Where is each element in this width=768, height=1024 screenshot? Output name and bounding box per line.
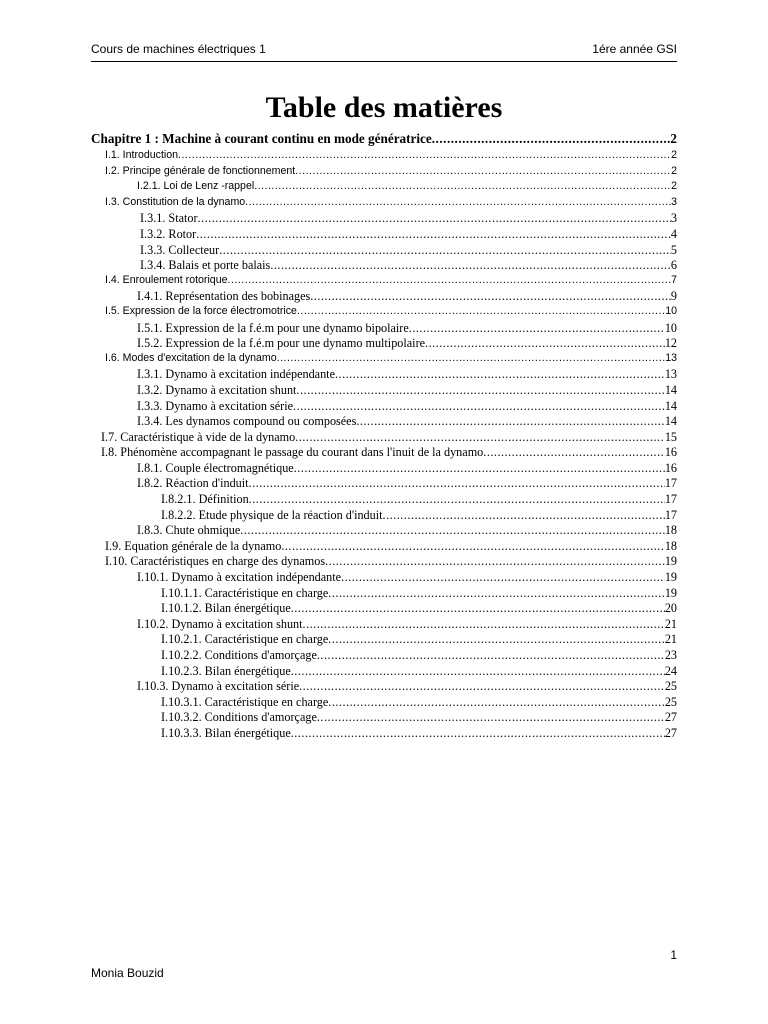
toc-entry-page: 7 bbox=[671, 273, 677, 286]
toc-entry-page: 15 bbox=[664, 429, 677, 444]
toc-entry-page: 13 bbox=[664, 367, 677, 382]
toc-entry-label: I.10.2.3. Bilan énergétique bbox=[161, 663, 291, 678]
toc-entry[interactable] bbox=[91, 180, 677, 196]
header-class-year: 1ére année GSI bbox=[592, 42, 677, 56]
toc-entry-page: 4 bbox=[670, 226, 677, 241]
toc-entry[interactable] bbox=[91, 196, 677, 212]
toc-entry[interactable] bbox=[91, 336, 677, 352]
toc-entry-label: I.2. Principe générale de fonctionnement bbox=[105, 164, 296, 177]
toc-entry[interactable] bbox=[91, 476, 677, 492]
toc-entry-page: 17 bbox=[664, 507, 677, 522]
toc-entry[interactable] bbox=[91, 243, 677, 259]
toc-entry[interactable] bbox=[91, 274, 677, 290]
toc-entry-label: I.3.4. Balais et porte balais bbox=[140, 258, 271, 273]
toc-entry[interactable] bbox=[91, 430, 677, 446]
toc-entry[interactable] bbox=[91, 508, 677, 524]
page-number: 1 bbox=[670, 948, 677, 962]
toc-entry-label: I.10.1. Dynamo à excitation indépendante bbox=[137, 570, 342, 585]
toc-entry[interactable] bbox=[91, 399, 677, 415]
toc-entry-label: I.10. Caractéristiques en charge des dynamos bbox=[105, 554, 326, 569]
toc-entry-page: 13 bbox=[665, 351, 677, 364]
toc-entry-page: 3 bbox=[670, 211, 677, 226]
toc-entry-label: I.8.2.1. Définition bbox=[161, 492, 249, 507]
toc-entry[interactable] bbox=[91, 305, 677, 321]
toc-entry-label: I.5.2. Expression de la f.é.m pour une dynamo multipolaire bbox=[137, 336, 426, 351]
toc-entry-page: 21 bbox=[664, 616, 677, 631]
toc-entry-label: I.10.1.2. Bilan énergétique bbox=[161, 601, 291, 616]
toc-entry[interactable] bbox=[91, 445, 677, 461]
toc-entry[interactable] bbox=[91, 352, 677, 368]
toc-entry-page: 16 bbox=[664, 460, 677, 475]
toc-entry-page: 23 bbox=[664, 648, 677, 662]
toc-entry-page: 10 bbox=[665, 304, 677, 317]
toc-entry-label: I.10.3.1. Caractéristique en charge bbox=[161, 694, 329, 709]
toc-entry-label: I.8. Phénomène accompagnant le passage du courant dans l'inuit de la dynamo bbox=[101, 445, 484, 460]
toc-entry[interactable] bbox=[91, 664, 677, 680]
toc-entry-page: 25 bbox=[664, 694, 677, 709]
toc-entry-label: I.8.3. Chute ohmique bbox=[137, 523, 241, 538]
page-title: Table des matières bbox=[265, 91, 503, 124]
toc-entry[interactable] bbox=[91, 586, 677, 602]
toc-entry[interactable] bbox=[91, 492, 677, 508]
toc-entry-page: 12 bbox=[664, 336, 677, 351]
toc-entry-page: 17 bbox=[664, 476, 677, 491]
toc-entry[interactable] bbox=[91, 414, 677, 430]
toc-entry-label: I.3.4. Les dynamos compound ou composées bbox=[137, 414, 357, 429]
toc-entry-label: I.3.1. Stator bbox=[140, 211, 198, 226]
toc-entry-page: 19 bbox=[664, 554, 677, 569]
toc-entry[interactable] bbox=[91, 383, 677, 399]
toc-entry-label: Chapitre 1 : Machine à courant continu en mode génératrice bbox=[91, 131, 432, 146]
toc-entry-label: I.8.2. Réaction d'induit bbox=[137, 476, 249, 491]
toc-entry[interactable] bbox=[91, 461, 677, 477]
toc-entry-label: I.5. Expression de la force électromotrice bbox=[105, 304, 297, 317]
toc-entry[interactable] bbox=[91, 211, 677, 227]
toc-entry-page: 27 bbox=[664, 710, 677, 725]
toc-entry-page: 27 bbox=[664, 725, 677, 740]
toc-entry-label: I.5.1. Expression de la f.é.m pour une dynamo bipolaire bbox=[137, 320, 409, 335]
toc-entry-page: 19 bbox=[664, 585, 677, 600]
toc-entry-page: 17 bbox=[664, 492, 677, 507]
toc-entry-label: I.8.1. Couple électromagnétique bbox=[137, 460, 294, 475]
table-of-contents bbox=[91, 131, 677, 742]
toc-entry[interactable] bbox=[91, 710, 677, 726]
toc-entry-label: I.10.2. Dynamo à excitation shunt bbox=[137, 616, 303, 631]
toc-entry[interactable] bbox=[91, 165, 677, 181]
toc-entry-label: I.6. Modes d'excitation de la dynamo bbox=[105, 351, 277, 364]
toc-entry[interactable] bbox=[91, 258, 677, 274]
header-divider bbox=[91, 61, 677, 62]
toc-entry-label: I.3. Constitution de la dynamo bbox=[105, 195, 246, 208]
toc-entry-label: I.10.3.3. Bilan énergétique bbox=[161, 725, 291, 740]
toc-entry-label: I.2.1. Loi de Lenz -rappel bbox=[137, 180, 255, 193]
toc-entry[interactable] bbox=[91, 601, 677, 617]
toc-entry-label: I.3.2. Rotor bbox=[140, 226, 197, 241]
toc-entry[interactable] bbox=[91, 617, 677, 633]
toc-entry-label: I.10.3.2. Conditions d'amorçage bbox=[161, 710, 317, 725]
toc-entry-label: I.3.2. Dynamo à excitation shunt bbox=[137, 382, 297, 397]
toc-entry[interactable] bbox=[91, 539, 677, 555]
toc-entry-page: 25 bbox=[664, 679, 677, 694]
toc-entry-page: 14 bbox=[664, 414, 677, 429]
toc-entry-label: I.10.2.2. Conditions d'amorçage bbox=[161, 648, 317, 662]
toc-entry-label: I.10.2.1. Caractéristique en charge bbox=[161, 632, 329, 647]
toc-entry-page: 14 bbox=[664, 382, 677, 397]
toc-entry-page: 19 bbox=[664, 570, 677, 585]
toc-entry-page: 21 bbox=[664, 632, 677, 647]
toc-entry[interactable] bbox=[91, 726, 677, 742]
toc-entry-page: 24 bbox=[664, 663, 677, 678]
toc-entry[interactable] bbox=[91, 321, 677, 337]
toc-entry-page: 6 bbox=[670, 258, 677, 273]
toc-entry-page: 18 bbox=[664, 523, 677, 538]
toc-entry[interactable] bbox=[91, 227, 677, 243]
toc-entry-page: 5 bbox=[670, 242, 677, 257]
toc-entry-label: I.10.1.1. Caractéristique en charge bbox=[161, 585, 329, 600]
toc-entry[interactable] bbox=[91, 679, 677, 695]
toc-entry-label: I.7. Caractéristique à vide de la dynamo bbox=[101, 429, 296, 444]
toc-entry-page: 16 bbox=[664, 445, 677, 460]
toc-entry-page: 2 bbox=[671, 164, 677, 177]
toc-entry-page: 20 bbox=[664, 601, 677, 616]
toc-entry-page: 3 bbox=[671, 195, 677, 208]
toc-entry[interactable] bbox=[91, 367, 677, 383]
toc-entry[interactable] bbox=[91, 695, 677, 711]
toc-entry-label: I.3.1. Dynamo à excitation indépendante bbox=[137, 367, 335, 382]
toc-entry[interactable] bbox=[91, 570, 677, 586]
toc-entry[interactable] bbox=[91, 523, 677, 539]
toc-entry-page: 9 bbox=[670, 289, 677, 304]
toc-entry-page: 14 bbox=[664, 398, 677, 413]
toc-entry-label: I.3.3. Dynamo à excitation série bbox=[137, 398, 294, 413]
header-course-title: Cours de machines électriques 1 bbox=[91, 42, 266, 56]
toc-entry-page: 18 bbox=[664, 538, 677, 553]
toc-entry-label: I.9. Equation générale de la dynamo bbox=[105, 538, 282, 553]
toc-entry-label: I.10.3. Dynamo à excitation série bbox=[137, 679, 300, 694]
toc-entry[interactable] bbox=[91, 648, 677, 664]
toc-entry-label: I.4.1. Représentation des bobinages bbox=[137, 289, 311, 304]
toc-entry-page: 2 bbox=[671, 180, 677, 193]
toc-entry-label: I.4. Enroulement rotorique bbox=[105, 273, 228, 286]
toc-entry-label: I.3.3. Collecteur bbox=[140, 242, 220, 257]
toc-entry-page: 2 bbox=[670, 131, 677, 146]
toc-entry-label: I.8.2.2. Etude physique de la réaction d'induit bbox=[161, 507, 383, 522]
toc-entry[interactable] bbox=[91, 289, 677, 305]
toc-entry-page: 2 bbox=[671, 149, 677, 161]
toc-entry[interactable] bbox=[91, 554, 677, 570]
toc-entry[interactable] bbox=[91, 149, 677, 165]
toc-entry-label: I.1. Introduction bbox=[105, 149, 179, 161]
toc-entry-page: 10 bbox=[664, 320, 677, 335]
toc-entry[interactable] bbox=[91, 131, 677, 149]
footer-author: Monia Bouzid bbox=[91, 966, 164, 980]
toc-entry[interactable] bbox=[91, 632, 677, 648]
page-header bbox=[91, 42, 677, 60]
